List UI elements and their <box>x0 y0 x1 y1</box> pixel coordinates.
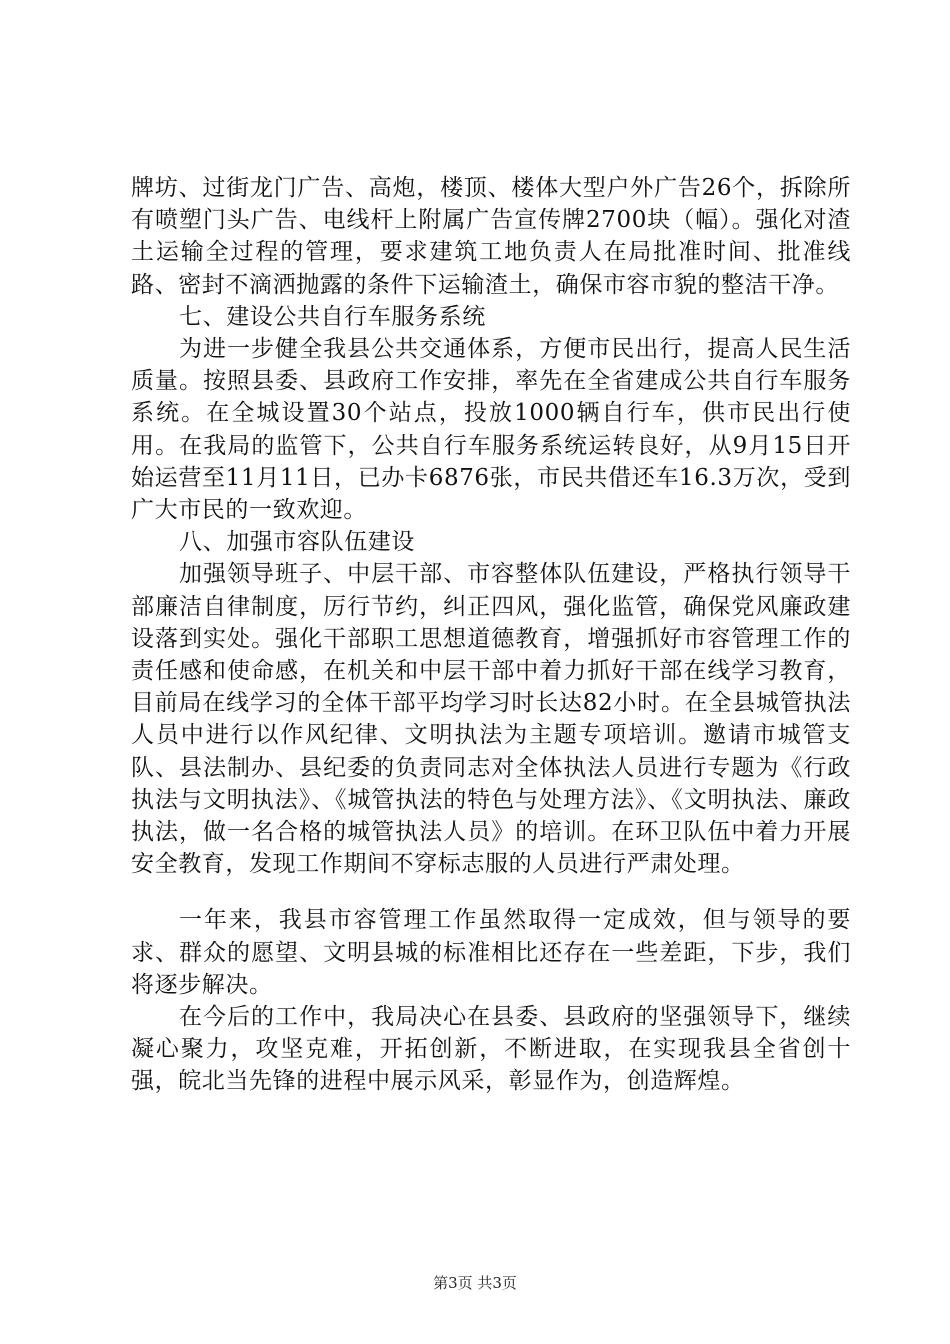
paragraph-conclusion: 在今后的工作中，我局决心在县委、县政府的坚强领导下，继续凝心聚力，攻坚克难，开拓创新，不断进取，在实现我县全省创十强，皖北当先锋的进程中展示风采，彰显作为，创造辉煌。 <box>131 1004 851 1095</box>
paragraph-bicycle-system: 为进一步健全我县公共交通体系，方便市民出行，提高人民生活质量。按照县委、县政府工作安排，率先在全省建成公共自行车服务系统。在全城设置30个站点，投放1000辆自行车，供市民出行使用。在我局的监管下，公共自行车服务系统运转良好，从9月15日开始运营至11月11日，已办卡6876张，市民共借还车16.3万次，受到广大市民的一致欢迎。 <box>131 336 851 524</box>
paragraph-team-building: 加强领导班子、中层干部、市容整体队伍建设，严格执行领导干部廉洁自律制度，厉行节约，纠正四风，强化监管，确保党风廉政建设落到实处。强化干部职工思想道德教育，增强抓好市容管理工作的责任感和使命感，在机关和中层干部中着力抓好干部在线学习教育，目前局在线学习的全体干部平均学习时长达82小时。在全县城管执法人员中进行以作风纪律、文明执法为主题专项培训。邀请市城管支队、县法制办、县纪委的负责同志对全体执法人员进行专题为《行政执法与文明执法》、《城管执法的特色与处理方法》、《文明执法、廉政执法，做一名合格的城管执法人员》的培训。在环卫队伍中着力开展安全教育，发现工作期间不穿标志服的人员进行严肃处理。 <box>131 561 851 878</box>
page-number-footer: 第3页 共3页 <box>433 1274 517 1292</box>
document-body <box>131 172 851 1098</box>
paragraph-summary: 一年来，我县市容管理工作虽然取得一定成效，但与领导的要求、群众的愿望、文明县城的标准相比还存在一些差距，下步，我们将逐步解决。 <box>131 907 851 998</box>
section-heading-bicycle-system: 七、建设公共自行车服务系统 <box>179 303 486 330</box>
paragraph-outdoor-ads: 牌坊、过街龙门广告、高炮，楼顶、楼体大型户外广告26个，拆除所有喷塑门头广告、电线杆上附属广告宣传牌2700块（幅）。强化对渣土运输全过程的管理，要求建筑工地负责人在局批准时间、批准线路、密封不滴洒抛露的条件下运输渣土，确保市容市貌的整洁干净。 <box>131 175 851 298</box>
section-heading-team-building: 八、加强市容队伍建设 <box>179 529 415 556</box>
